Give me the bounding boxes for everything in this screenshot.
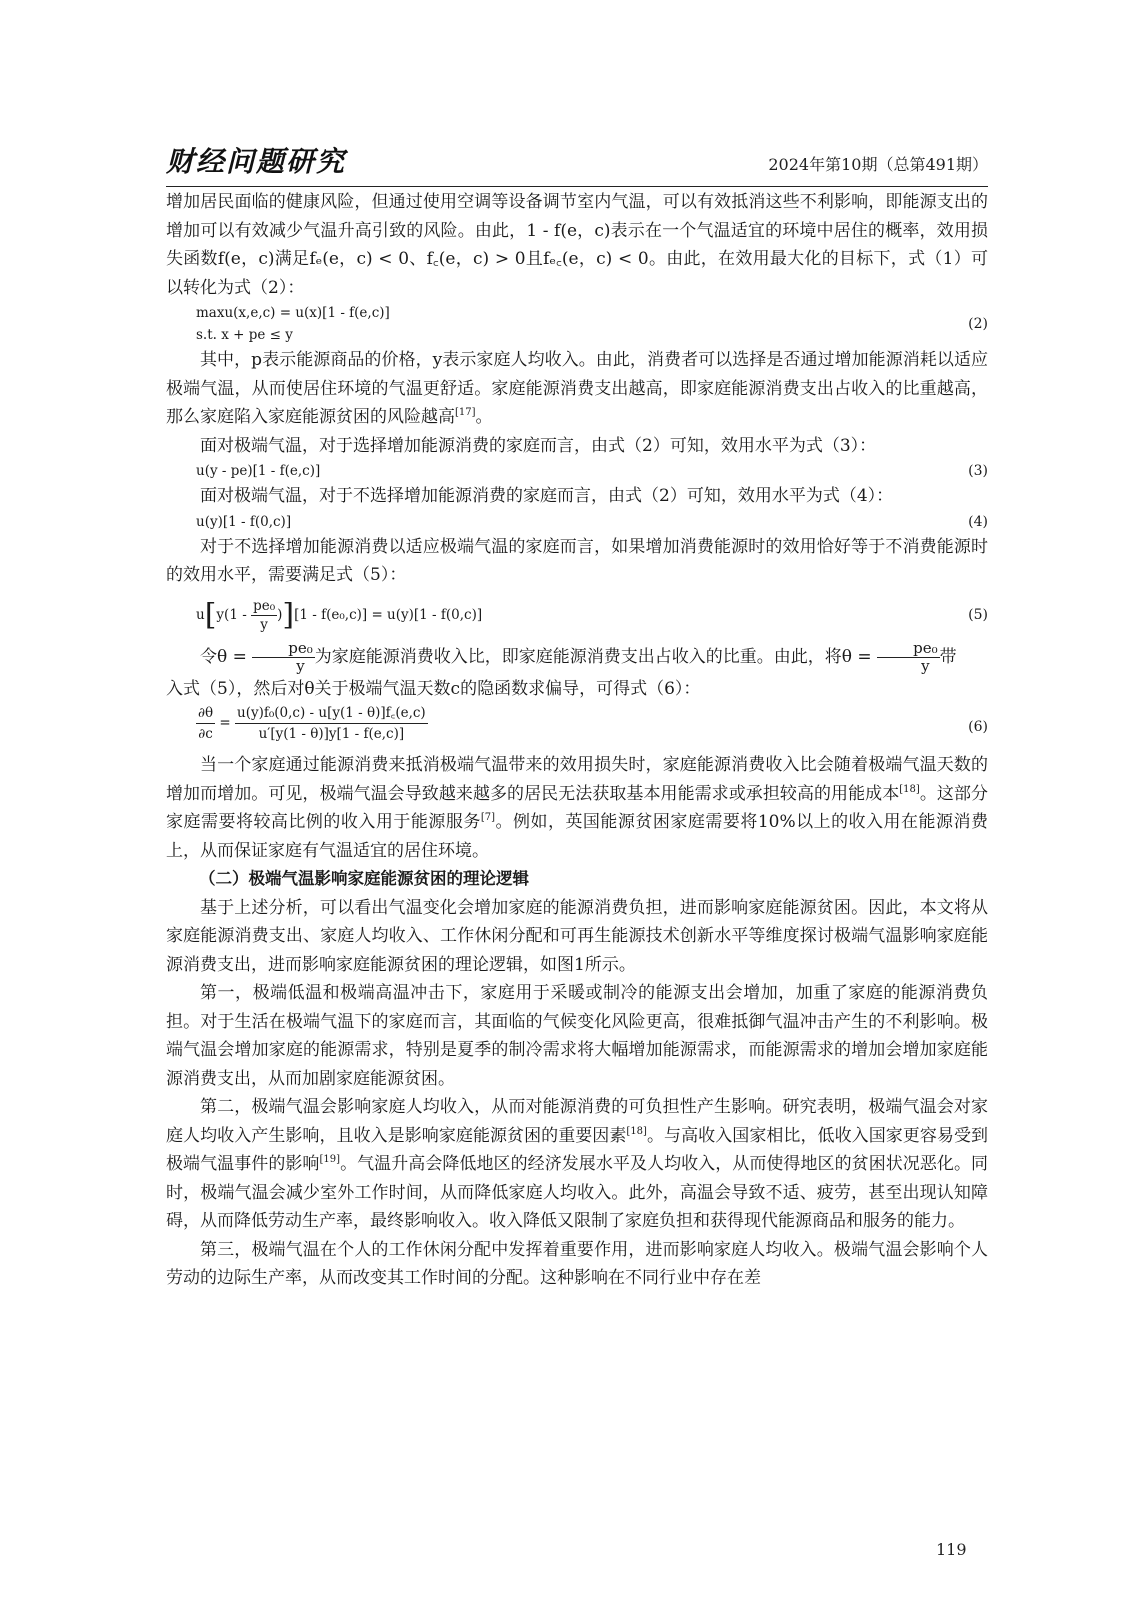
article-body	[166, 188, 988, 1293]
paragraph-text: 令θ =	[200, 646, 247, 667]
header-rule	[166, 186, 988, 187]
paragraph: 对于不选择增加能源消费以适应极端气温的家庭而言，如果增加消费能源时的效用恰好等于不消费能源时的效用水平，需要满足式（5）：	[166, 536, 988, 585]
fraction	[235, 703, 428, 744]
fraction	[877, 640, 940, 675]
paragraph: 面对极端气温，对于选择增加能源消费的家庭而言，由式（2）可知，效用水平为式（3）：	[200, 435, 877, 456]
paragraph-text: 。例如，英国能源贫困家庭需要将10%以上的收入用在能源消费上，从而保证家庭有气温适宜的居住环境。	[166, 812, 988, 861]
equation-5-u: u	[196, 606, 205, 623]
equation-5-close: )	[277, 606, 283, 623]
paragraph: 增加居民面临的健康风险，但通过使用空调等设备调节室内气温，可以有效抵消这些不利影响，即能源支出的增加可以有效减少气温升高引致的风险。由此，1 - f(e，c)表示在一个气温适宜的环境中居住的概率，效用损失函数f(e，c)满足fₑ(e，c) < 0、f꜀(e，c) > 0且fₑ꜀(e，c) < 0。由此，在效用最大化的目标下，式（1）可以转化为式（2）：	[166, 192, 988, 298]
fraction-denominator: y	[921, 656, 930, 675]
fraction-denominator: u′[y(1 - θ)]y[1 - f(e,c)]	[258, 726, 405, 742]
fraction-denominator: y	[296, 656, 305, 675]
equation-number: (4)	[968, 513, 988, 530]
journal-logo: 财经问题研究	[166, 145, 347, 178]
equation-number: (6)	[968, 719, 988, 735]
right-bracket: ]	[282, 597, 295, 632]
left-bracket: [	[204, 597, 217, 632]
equation-2	[166, 302, 988, 346]
equation-6	[166, 703, 988, 751]
issue-info: 2024年第10期（总第491期）	[768, 155, 988, 174]
fraction-numerator: pe₀	[253, 597, 276, 614]
equation-number: (5)	[968, 606, 988, 623]
fraction-numerator: pe₀	[252, 640, 315, 658]
fraction	[251, 597, 277, 634]
paragraph	[166, 1093, 988, 1236]
fraction	[196, 703, 215, 744]
paragraph-text: 。这部分家庭需要将较高比例的收入用于能源服务	[166, 783, 989, 832]
citation: [7]	[480, 812, 495, 823]
paragraph: 入式（5），然后对θ关于极端气温天数c的隐函数求偏导，可得式（6）：	[166, 678, 701, 699]
equation-5-right: [1 - f(e₀,c)] = u(y)[1 - f(0,c)]	[294, 606, 483, 623]
fraction	[252, 640, 315, 675]
citation: [17]	[455, 407, 476, 418]
equation-4-body: u(y)[1 - f(0,c)]	[196, 513, 292, 530]
equation-3	[166, 460, 988, 482]
equation-4	[166, 511, 988, 533]
fraction-denominator: y	[260, 616, 268, 633]
paragraph	[166, 346, 988, 432]
equation-3-body: u(y - pe)[1 - f(e,c)]	[196, 463, 321, 479]
citation: [19]	[319, 1154, 341, 1165]
page-number: 119	[936, 1540, 967, 1559]
equation-number: (2)	[968, 316, 988, 332]
paragraph-text: 为家庭能源消费收入比，即家庭能源消费支出占收入的比重。由此，将θ =	[314, 646, 872, 667]
paragraph: 第一，极端低温和极端高温冲击下，家庭用于采暖或制冷的能源支出会增加，加重了家庭的能源消费负担。对于生活在极端气温下的家庭而言，其面临的气候变化风险更高，很难抵御气温冲击产生的不利影响。极端气温会增加家庭的能源需求，特别是夏季的制冷需求将大幅增加能源需求，而能源需求的增加会增加家庭能源消费支出，从而加剧家庭能源贫困。	[166, 983, 988, 1089]
section-heading: （二）极端气温影响家庭能源贫困的理论逻辑	[199, 869, 529, 888]
paragraph: 面对极端气温，对于不选择增加能源消费的家庭而言，由式（2）可知，效用水平为式（4）：	[200, 486, 894, 506]
paragraph-text: 其中，p表示能源商品的价格，y表示家庭人均收入。由此，消费者可以选择是否通过增加能源消耗以适应极端气温，从而使居住环境的气温更舒适。家庭能源消费支出越高，即家庭能源消费支出占收入的比重越高，那么家庭陷入家庭能源贫困的风险越高	[166, 350, 988, 427]
fraction-numerator: u(y)f₀(0,c) - u[y(1 - θ)]f꜀(e,c)	[235, 703, 428, 724]
fraction-numerator: ∂θ	[196, 703, 215, 724]
paragraph-text: 带	[939, 646, 957, 667]
equation-2-line2: s.t. x + pe ≤ y	[196, 327, 293, 343]
paragraph-text: 第二，极端气温会影响家庭人均收入，从而对能源消费的可负担性产生影响。研究表明，极端气温会对家庭人均收入产生影响，且收入是影响家庭能源贫困的重要因素	[166, 1097, 988, 1146]
equals-sign: =	[219, 715, 231, 731]
equation-2-line1: maxu(x,e,c) = u(x)[1 - f(e,c)]	[196, 305, 390, 321]
paragraph-text: 当一个家庭通过能源消费来抵消极端气温带来的效用损失时，家庭能源消费收入比会随着极端气温天数的增加而增加。可见，极端气温会导致越来越多的居民无法获取基本用能需求或承担较高的用能成本	[166, 755, 988, 804]
paragraph: 第三，极端气温在个人的工作休闲分配中发挥着重要作用，进而影响家庭人均收入。极端气温会影响个人劳动的边际生产率，从而改变其工作时间的分配。这种影响在不同行业中存在差	[166, 1239, 988, 1288]
paragraph-text: 。	[475, 407, 493, 427]
paragraph-text: 。与高收入国家相比，低收入国家更容易受到极端气温事件的影响	[166, 1125, 989, 1174]
paragraph-text: 。气温升高会降低地区的经济发展水平及人均收入，从而使得地区的贫困状况恶化。同时，极端气温会减少室外工作时间，从而降低家庭人均收入。此外，高温会导致不适、疲劳，甚至出现认知障碍，从而降低劳动生产率，最终影响收入。收入降低又限制了家庭负担和获得现代能源商品和服务的能力。	[166, 1154, 989, 1231]
fraction-numerator: pe₀	[877, 640, 940, 658]
citation: [18]	[626, 1125, 647, 1137]
equation-5	[166, 590, 988, 640]
page-header	[166, 140, 988, 184]
paragraph	[166, 751, 988, 865]
equation-5-left: y(1 -	[216, 606, 247, 623]
fraction-denominator: ∂c	[198, 726, 213, 742]
citation: [18]	[899, 783, 920, 795]
equation-number: (3)	[968, 463, 988, 479]
paragraph	[166, 640, 988, 675]
paragraph: 基于上述分析，可以看出气温变化会增加家庭的能源消费负担，进而影响家庭能源贫困。因此，本文将从家庭能源消费支出、家庭人均收入、工作休闲分配和可再生能源技术创新水平等维度探讨极端气温影响家庭能源消费支出，进而影响家庭能源贫困的理论逻辑，如图1所示。	[166, 897, 988, 975]
